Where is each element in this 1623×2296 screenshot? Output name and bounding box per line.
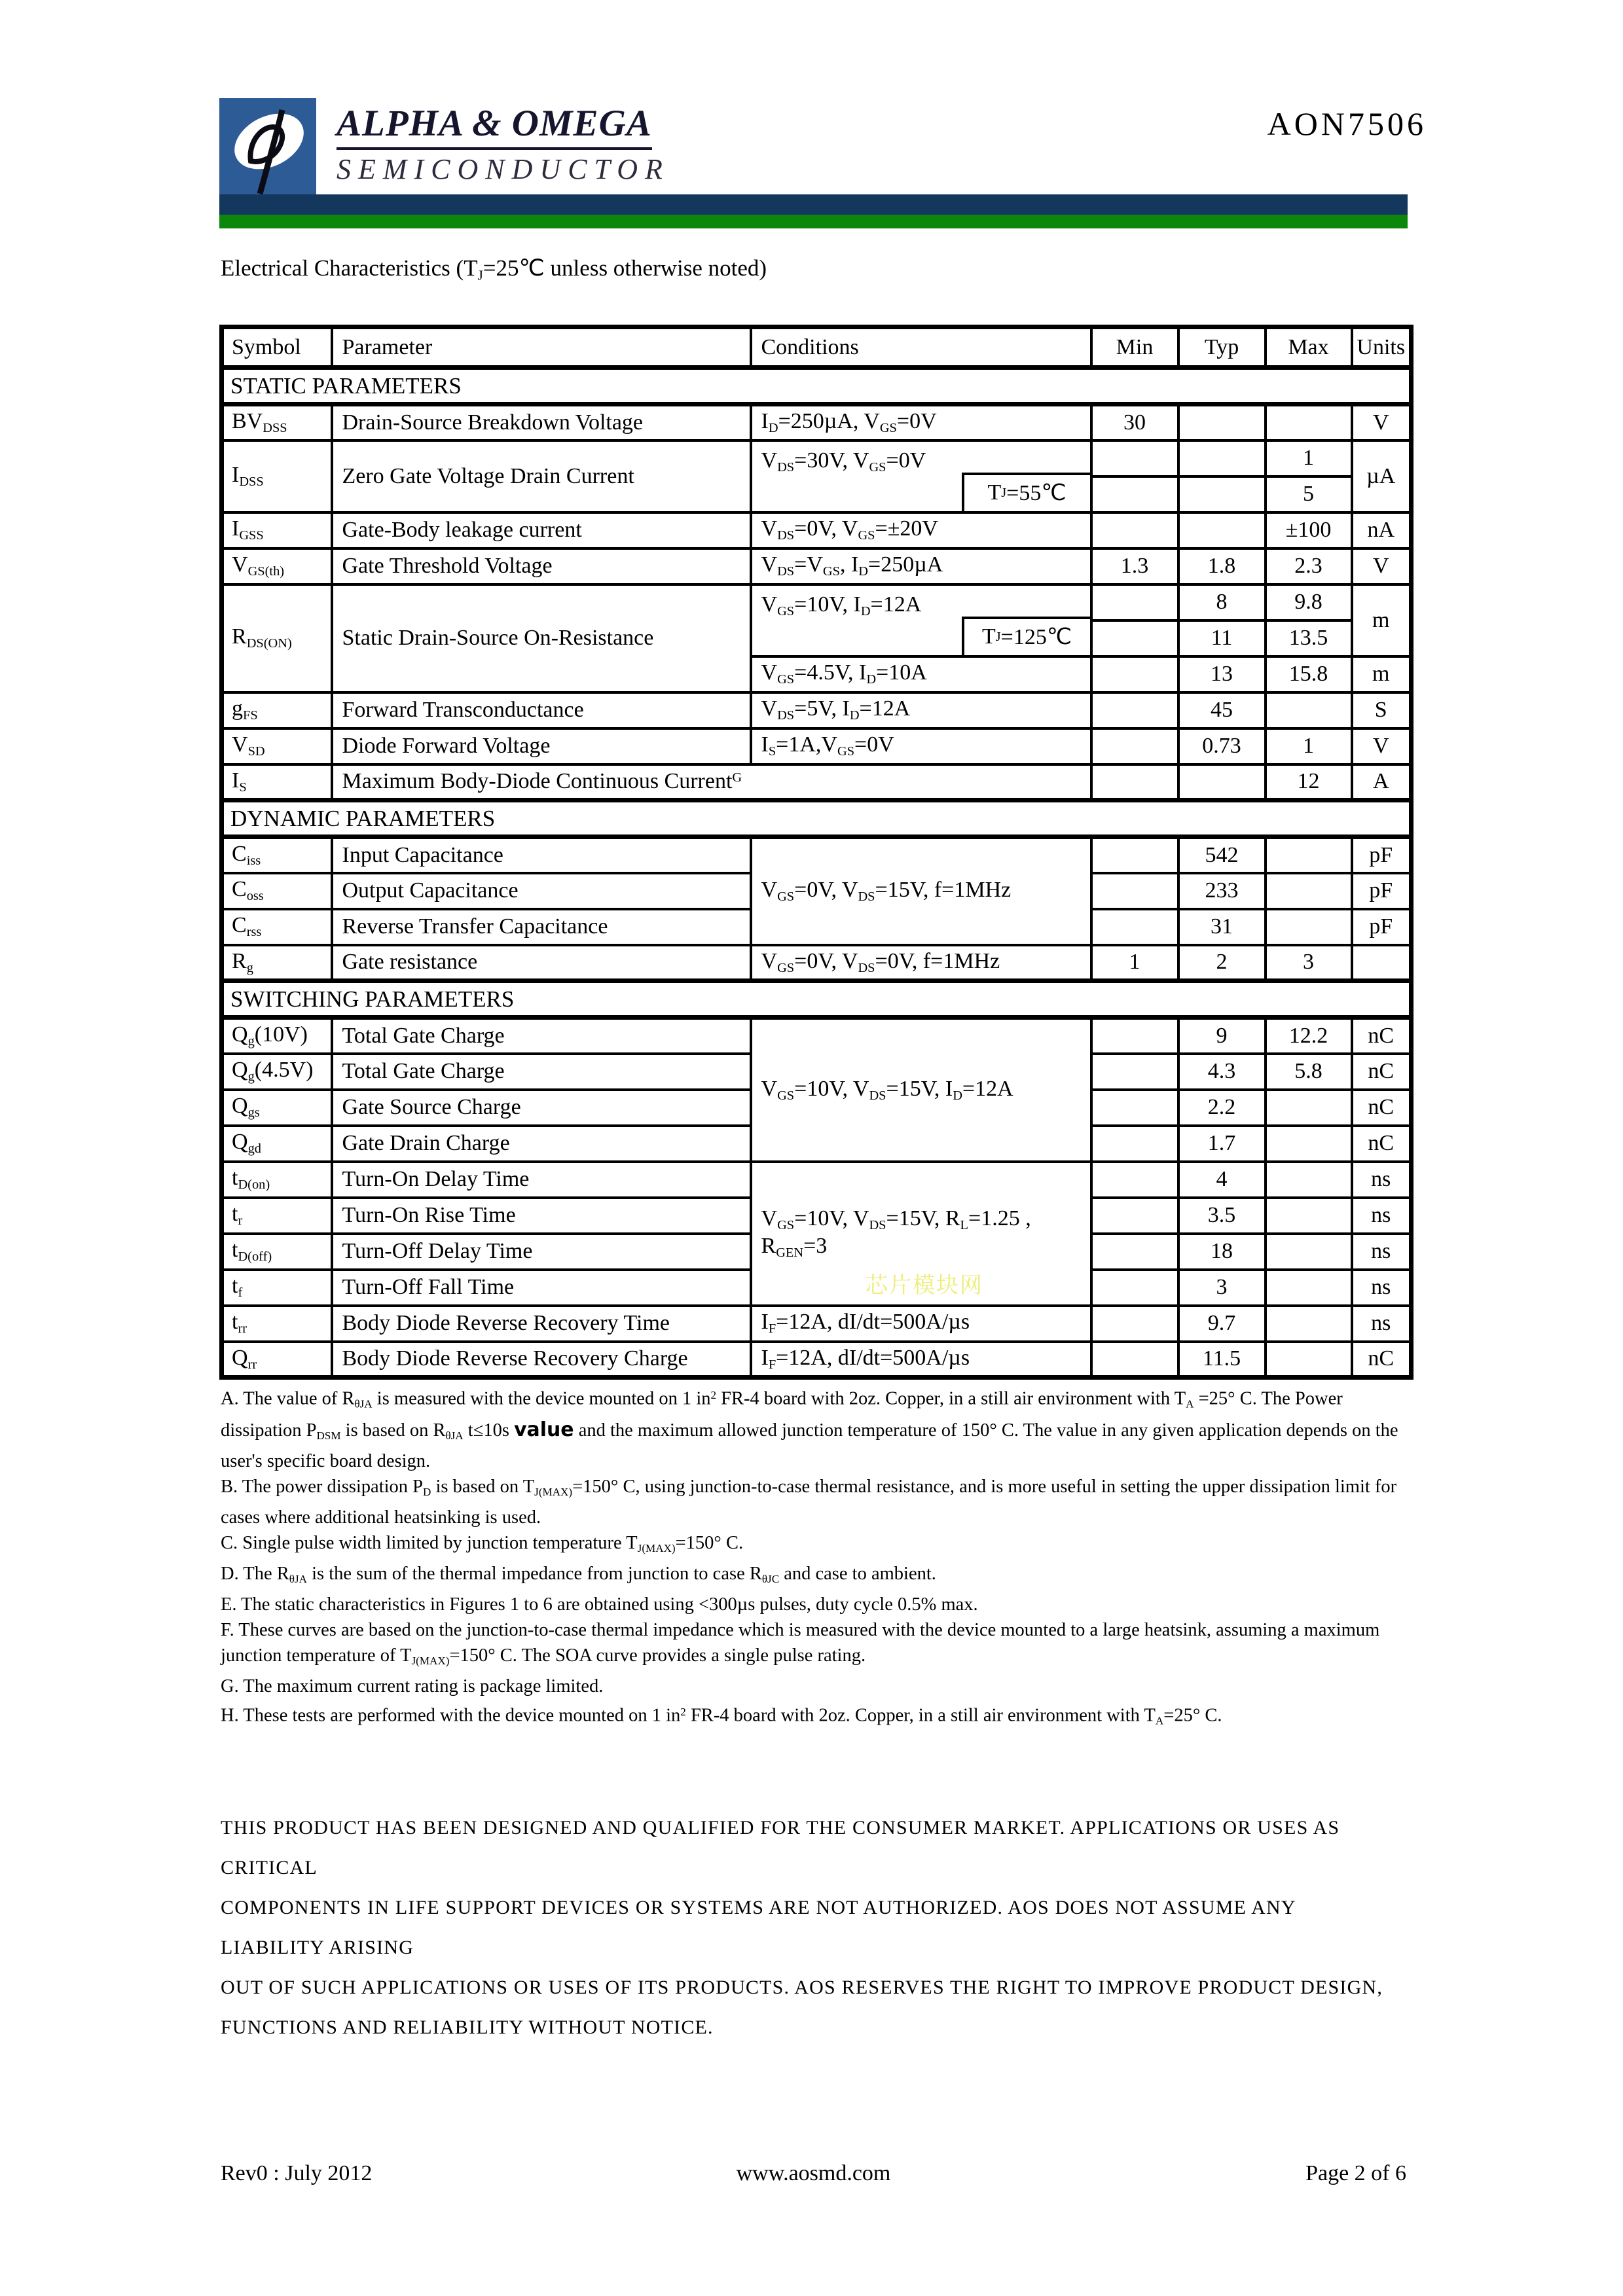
column-header-max: Max — [1266, 327, 1352, 368]
parameter-cell: Turn-Off Fall Time — [332, 1270, 751, 1306]
min-cell — [1091, 1198, 1178, 1234]
typ-cell: 542 — [1178, 837, 1266, 873]
typ-cell: 1.7 — [1178, 1126, 1266, 1162]
part-number: AON7506 — [1267, 105, 1427, 142]
typ-cell: 8 — [1178, 584, 1266, 620]
symbol-cell: $BV_{DSS}$ — [222, 404, 332, 440]
footnote-e: E. The static characteristics in Figures 1 to 6 are obtained using <300µs pulses, duty cycle 0.5% max. — [221, 1594, 978, 1615]
units-cell: nC — [1352, 1090, 1412, 1126]
max-cell: 13.5 — [1266, 620, 1352, 656]
footer-website: www.aosmd.com — [736, 2161, 891, 2185]
max-cell — [1266, 1090, 1352, 1126]
max-cell — [1266, 909, 1352, 945]
footer-revision: Rev0 : July 2012 — [221, 2161, 373, 2185]
units-cell: ns — [1352, 1270, 1412, 1306]
symbol-cell: $I_{GSS}$ — [222, 512, 332, 548]
parameter-cell: Drain-Source Breakdown Voltage — [332, 404, 751, 440]
table-row — [222, 512, 1412, 548]
disclaimer-block — [221, 1808, 1393, 2047]
typ-cell: 2 — [1178, 945, 1266, 981]
max-cell: 5 — [1266, 476, 1352, 512]
typ-cell: 11.5 — [1178, 1342, 1266, 1378]
min-cell: 1 — [1091, 945, 1178, 981]
column-header-min: Min — [1091, 327, 1178, 368]
symbol-cell: $I_{DSS}$ — [222, 440, 332, 512]
disclaimer-line: OUT OF SUCH APPLICATIONS OR USES OF ITS PRODUCTS. AOS RESERVES THE RIGHT TO IMPROVE PRODUCT DESIGN, — [221, 1977, 1383, 1998]
electrical-characteristics-table — [219, 325, 1413, 1380]
min-cell — [1091, 440, 1178, 476]
conditions-cell: $V_{GS}=10V$, $V_{DS}=15V$, $R_L=1.25$ , $R_{GEN}=3$ — [751, 1162, 1091, 1306]
conditions-cell: $I_F=12A$, dI/dt=500A/µs — [751, 1306, 1091, 1342]
footnote-c: C. Single pulse width limited by junction temperature $T_{J(MAX)}=150^\circ$ C. — [221, 1532, 744, 1555]
min-cell — [1091, 1270, 1178, 1306]
max-cell — [1266, 1162, 1352, 1198]
max-cell — [1266, 1234, 1352, 1270]
table-row — [222, 764, 1412, 800]
footnote-d: D. The $R_{\theta JA}$ is the sum of the thermal impedance from junction to case $R_{\theta JC}$ and case to ambient. — [221, 1564, 936, 1586]
max-cell — [1266, 692, 1352, 728]
parameter-cell: Forward Transconductance — [332, 692, 751, 728]
typ-cell: 0.73 — [1178, 728, 1266, 764]
parameter-cell: Gate Source Charge — [332, 1090, 751, 1126]
parameter-cell: Diode Forward Voltage — [332, 728, 751, 764]
symbol-cell: $C_{iss}$ — [222, 837, 332, 873]
conditions-cell: $V_{DS}=0V$, $V_{GS}=\pm 20V$ — [751, 512, 1091, 548]
conditions-cell: $V_{GS}=10V$, $I_D=12A$ T J =125℃ — [751, 584, 1091, 656]
units-cell: nC — [1352, 1054, 1412, 1090]
footnote-b: B. The power dissipation $P_D$ is based on $T_{J(MAX)}=150^\circ$ C, using junction-to-case thermal resistance, and is more useful in setting the upper dissipation limit for cases where additional heatsinking is used. — [221, 1476, 1397, 1528]
symbol-cell: $t_r$ — [222, 1198, 332, 1234]
symbol-cell: $t_f$ — [222, 1270, 332, 1306]
parameter-cell: Total Gate Charge — [332, 1054, 751, 1090]
disclaimer-line: THIS PRODUCT HAS BEEN DESIGNED AND QUALIFIED FOR THE CONSUMER MARKET. APPLICATIONS OR USES AS CRITICAL — [221, 1817, 1340, 1878]
max-cell: ±100 — [1266, 512, 1352, 548]
max-cell: 2.3 — [1266, 548, 1352, 584]
parameter-cell: Gate Drain Charge — [332, 1126, 751, 1162]
parameter-cell: Total Gate Charge — [332, 1018, 751, 1054]
parameter-cell: Zero Gate Voltage Drain Current — [332, 440, 751, 512]
conditions-cell: $V_{DS}=30V$, $V_{GS}=0V$ T J =55℃ — [751, 440, 1091, 512]
typ-cell: 18 — [1178, 1234, 1266, 1270]
table-row — [222, 1162, 1412, 1198]
units-cell: ns — [1352, 1306, 1412, 1342]
units-cell: µA — [1352, 440, 1412, 512]
max-cell — [1266, 1126, 1352, 1162]
max-cell — [1266, 1198, 1352, 1234]
units-cell: nC — [1352, 1342, 1412, 1378]
units-cell: m — [1352, 656, 1412, 692]
min-cell — [1091, 909, 1178, 945]
column-header-units: Units — [1352, 327, 1412, 368]
symbol-cell: $C_{oss}$ — [222, 873, 332, 909]
min-cell — [1091, 1090, 1178, 1126]
symbol-cell: $Q_g(10V)$ — [222, 1018, 332, 1054]
min-cell — [1091, 837, 1178, 873]
page-title: Electrical Characteristics ($T_J=25℃$ unless otherwise noted) — [221, 255, 767, 283]
typ-cell — [1178, 476, 1266, 512]
table-row — [222, 440, 1412, 476]
column-header-typ: Typ — [1178, 327, 1266, 368]
units-cell: nC — [1352, 1126, 1412, 1162]
symbol-cell: $Q_{gs}$ — [222, 1090, 332, 1126]
parameter-cell: Turn-On Rise Time — [332, 1198, 751, 1234]
parameter-cell: Gate-Body leakage current — [332, 512, 751, 548]
green-bar — [219, 215, 1408, 228]
symbol-cell: $Q_{gd}$ — [222, 1126, 332, 1162]
min-cell: 1.3 — [1091, 548, 1178, 584]
table-row — [222, 1018, 1412, 1054]
table-row — [222, 728, 1412, 764]
navy-bar — [219, 194, 1408, 215]
typ-cell: 13 — [1178, 656, 1266, 692]
min-cell — [1091, 1306, 1178, 1342]
max-cell: 12.2 — [1266, 1018, 1352, 1054]
symbol-cell: $g_{FS}$ — [222, 692, 332, 728]
conditions-cell: $V_{DS}=5V$, $I_D=12A$ — [751, 692, 1091, 728]
conditions-cell: $V_{GS}=4.5V$, $I_D=10A$ — [751, 656, 1091, 692]
min-cell — [1091, 656, 1178, 692]
parameter-cell: Body Diode Reverse Recovery Time — [332, 1306, 751, 1342]
min-cell — [1091, 1234, 1178, 1270]
typ-cell: 9 — [1178, 1018, 1266, 1054]
conditions-cell: $I_F=12A$, dI/dt=500A/µs — [751, 1342, 1091, 1378]
max-cell — [1266, 1306, 1352, 1342]
symbol-cell: $I_S$ — [222, 764, 332, 800]
units-cell — [1352, 945, 1412, 981]
max-cell: 1 — [1266, 440, 1352, 476]
units-cell: S — [1352, 692, 1412, 728]
units-cell: pF — [1352, 837, 1412, 873]
table-row — [222, 548, 1412, 584]
typ-cell: 11 — [1178, 620, 1266, 656]
max-cell — [1266, 873, 1352, 909]
min-cell — [1091, 873, 1178, 909]
max-cell: 3 — [1266, 945, 1352, 981]
parameter-cell: Input Capacitance — [332, 837, 751, 873]
symbol-cell: $t_{rr}$ — [222, 1306, 332, 1342]
min-cell — [1091, 764, 1178, 800]
footnote-a: A. The value of $R_{\theta JA}$ is measured with the device mounted on 1 $in^2$ FR-4 board with 2oz. Copper, in a still air environment with $T_A =25^\circ$ C. The Power dissipation $P_{DSM}$ is based on $R_{\theta JA}$ t≤10s value and the maximum allowed junction temperature of 150° C. The value in any given application depends on the user's specific board design. — [221, 1388, 1398, 1471]
aos-logo-mark — [219, 98, 316, 196]
typ-cell — [1178, 404, 1266, 440]
symbol-cell: $Q_{rr}$ — [222, 1342, 332, 1378]
aos-logo — [219, 98, 316, 196]
table-row — [222, 584, 1412, 620]
parameter-cell: Static Drain-Source On-Resistance — [332, 584, 751, 692]
min-cell — [1091, 1054, 1178, 1090]
table-row — [222, 837, 1412, 873]
parameter-cell: Gate resistance — [332, 945, 751, 981]
units-cell: V — [1352, 404, 1412, 440]
min-cell — [1091, 1342, 1178, 1378]
parameter-cell: Maximum Body-Diode Continuous Current$^G$ — [332, 764, 1091, 800]
max-cell: 15.8 — [1266, 656, 1352, 692]
units-cell: V — [1352, 548, 1412, 584]
condition-subcell: T J =125℃ — [962, 617, 1090, 655]
max-cell — [1266, 1342, 1352, 1378]
max-cell: 12 — [1266, 764, 1352, 800]
symbol-cell: $t_{D(off)}$ — [222, 1234, 332, 1270]
min-cell — [1091, 620, 1178, 656]
parameter-cell: Reverse Transfer Capacitance — [332, 909, 751, 945]
section-header: SWITCHING PARAMETERS — [222, 981, 1412, 1018]
units-cell: nC — [1352, 1018, 1412, 1054]
footnotes-block — [221, 1382, 1409, 1734]
conditions-cell: $V_{GS}=10V$, $V_{DS}=15V$, $I_D=12A$ — [751, 1018, 1091, 1162]
symbol-cell: $Q_g(4.5V)$ — [222, 1054, 332, 1090]
brand-block — [337, 102, 670, 186]
symbol-cell: $R_{DS(ON)}$ — [222, 584, 332, 692]
disclaimer-line: FUNCTIONS AND RELIABILITY WITHOUT NOTICE. — [221, 2017, 714, 2038]
min-cell — [1091, 512, 1178, 548]
conditions-cell: $V_{DS}=V_{GS}$, $I_D=250\mu A$ — [751, 548, 1091, 584]
typ-cell: 3 — [1178, 1270, 1266, 1306]
min-cell — [1091, 692, 1178, 728]
conditions-cell: $V_{GS}=0V$, $V_{DS}=15V$, f=1MHz — [751, 837, 1091, 945]
section-header: DYNAMIC PARAMETERS — [222, 800, 1412, 837]
units-cell: ns — [1352, 1162, 1412, 1198]
min-cell — [1091, 1018, 1178, 1054]
typ-cell: 4.3 — [1178, 1054, 1266, 1090]
parameter-cell: Output Capacitance — [332, 873, 751, 909]
section-header: STATIC PARAMETERS — [222, 368, 1412, 404]
brand-name: ALPHA & OMEGA — [337, 102, 652, 150]
parameter-cell: Turn-Off Delay Time — [332, 1234, 751, 1270]
min-cell — [1091, 584, 1178, 620]
symbol-cell: $C_{rss}$ — [222, 909, 332, 945]
min-cell — [1091, 728, 1178, 764]
max-cell — [1266, 837, 1352, 873]
column-header-parameter: Parameter — [332, 327, 751, 368]
typ-cell: 1.8 — [1178, 548, 1266, 584]
max-cell: 1 — [1266, 728, 1352, 764]
units-cell: A — [1352, 764, 1412, 800]
brand-subtitle: SEMICONDUCTOR — [337, 153, 670, 185]
parameter-cell: Body Diode Reverse Recovery Charge — [332, 1342, 751, 1378]
units-cell: V — [1352, 728, 1412, 764]
min-cell — [1091, 1162, 1178, 1198]
symbol-cell: $V_{SD}$ — [222, 728, 332, 764]
typ-cell: 2.2 — [1178, 1090, 1266, 1126]
typ-cell: 31 — [1178, 909, 1266, 945]
table-row — [222, 404, 1412, 440]
symbol-cell: $V_{GS(th)}$ — [222, 548, 332, 584]
parameter-cell: Gate Threshold Voltage — [332, 548, 751, 584]
typ-cell — [1178, 440, 1266, 476]
table-row — [222, 692, 1412, 728]
units-cell: m — [1352, 584, 1412, 656]
column-header-conditions: Conditions — [751, 327, 1091, 368]
min-cell: 30 — [1091, 404, 1178, 440]
units-cell: pF — [1352, 909, 1412, 945]
typ-cell: 9.7 — [1178, 1306, 1266, 1342]
table-row — [222, 1342, 1412, 1378]
table-row — [222, 1306, 1412, 1342]
symbol-cell: $R_g$ — [222, 945, 332, 981]
watermark-text: 芯片模块网 — [866, 1272, 983, 1299]
typ-cell: 45 — [1178, 692, 1266, 728]
column-header-symbol: Symbol — [222, 327, 332, 368]
typ-cell — [1178, 512, 1266, 548]
footer-page-number: Page 2 of 6 — [1305, 2161, 1406, 2185]
footnote-h: H. These tests are performed with the device mounted on 1 $in^2$ FR-4 board with 2oz. Copper, in a still air environment with $T_A=25^\circ$ C. — [221, 1705, 1222, 1727]
typ-cell: 4 — [1178, 1162, 1266, 1198]
typ-cell: 3.5 — [1178, 1198, 1266, 1234]
symbol-cell: $t_{D(on)}$ — [222, 1162, 332, 1198]
min-cell — [1091, 1126, 1178, 1162]
max-cell: 5.8 — [1266, 1054, 1352, 1090]
conditions-cell: $V_{GS}=0V$, $V_{DS}=0V$, f=1MHz — [751, 945, 1091, 981]
min-cell — [1091, 476, 1178, 512]
footnote-f: F. These curves are based on the junction-to-case thermal impedance which is measured with the device mounted to a large heatsink, assuming a maximum junction temperature of $T_{J(MAX)}=150^\circ$ C. The SOA curve provides a single pulse rating. — [221, 1620, 1380, 1668]
table-row — [222, 945, 1412, 981]
parameter-cell: Turn-On Delay Time — [332, 1162, 751, 1198]
conditions-cell: $I_S=1A,V_{GS}=0V$ — [751, 728, 1091, 764]
units-cell: ns — [1352, 1234, 1412, 1270]
units-cell: ns — [1352, 1198, 1412, 1234]
units-cell: pF — [1352, 873, 1412, 909]
disclaimer-line: COMPONENTS IN LIFE SUPPORT DEVICES OR SYSTEMS ARE NOT AUTHORIZED. AOS DOES NOT ASSUME ANY LIABILITY ARISING — [221, 1897, 1296, 1958]
typ-cell — [1178, 764, 1266, 800]
footnote-g: G. The maximum current rating is package limited. — [221, 1676, 604, 1697]
typ-cell: 233 — [1178, 873, 1266, 909]
units-cell: nA — [1352, 512, 1412, 548]
condition-subcell: T J =55℃ — [962, 473, 1090, 511]
conditions-cell: $I_D=250\mu A$, $V_{GS}=0V$ — [751, 404, 1091, 440]
max-cell — [1266, 1270, 1352, 1306]
max-cell — [1266, 404, 1352, 440]
max-cell: 9.8 — [1266, 584, 1352, 620]
